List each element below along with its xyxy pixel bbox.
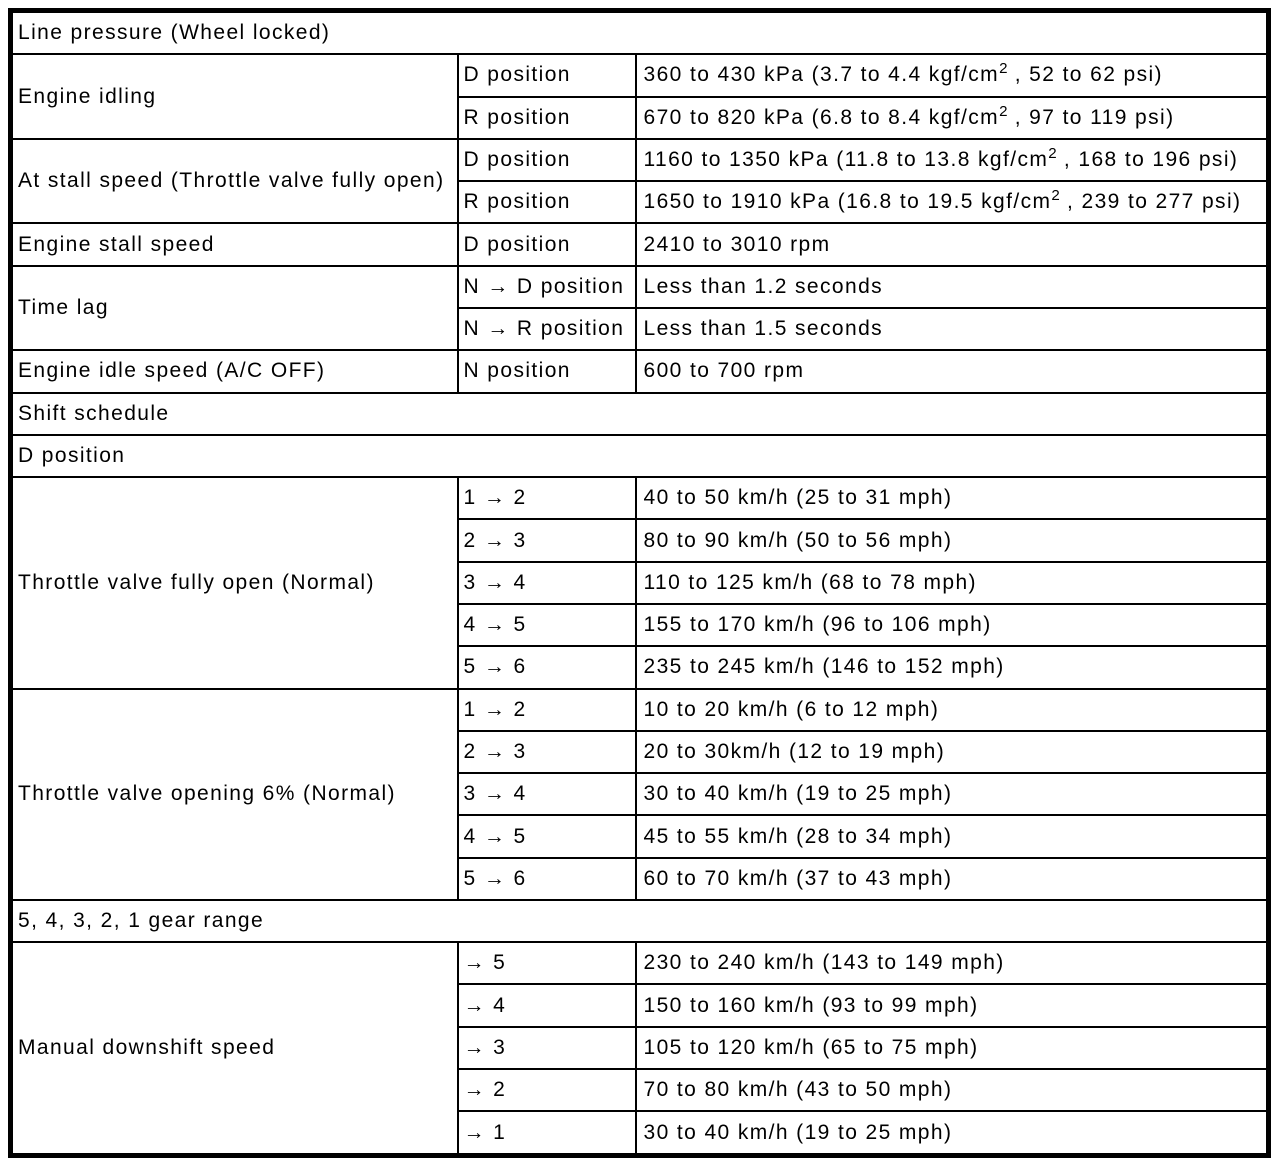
group-label-cell: At stall speed (Throttle valve fully open) <box>11 139 458 224</box>
value-cell: 2410 to 3010 rpm <box>636 223 1269 265</box>
table-row <box>11 350 1269 392</box>
condition-cell: 4 → 5 <box>458 604 636 646</box>
value-text: 1160 to 1350 kPa (11.8 to 13.8 kgf/cm <box>643 148 1049 171</box>
value-text: 360 to 430 kPa (3.7 to 4.4 kgf/cm <box>643 63 1000 87</box>
table-row <box>11 54 1269 96</box>
value-text: , 168 to 196 psi) <box>1056 148 1239 171</box>
group-label-cell: Manual downshift speed <box>11 942 458 1155</box>
value-cell: 230 to 240 km/h (143 to 149 mph) <box>636 942 1269 984</box>
value-cell <box>636 139 1269 181</box>
condition-cell: 5 → 6 <box>458 858 636 900</box>
group-label-cell: Throttle valve fully open (Normal) <box>11 477 458 688</box>
value-cell: 60 to 70 km/h (37 to 43 mph) <box>636 858 1269 900</box>
table-row <box>11 266 1269 308</box>
value-cell: 110 to 125 km/h (68 to 78 mph) <box>636 562 1269 604</box>
condition-cell: D position <box>458 54 636 96</box>
value-cell: 10 to 20 km/h (6 to 12 mph) <box>636 689 1269 731</box>
condition-cell: N → D position <box>458 266 636 308</box>
superscript-exponent: 2 <box>999 102 1008 120</box>
value-cell: 235 to 245 km/h (146 to 152 mph) <box>636 646 1269 688</box>
group-label-cell: Engine idle speed (A/C OFF) <box>11 350 458 392</box>
value-text: 1650 to 1910 kPa (16.8 to 19.5 kgf/cm <box>643 190 1052 214</box>
condition-cell: 1 → 2 <box>458 477 636 519</box>
value-cell: 40 to 50 km/h (25 to 31 mph) <box>636 477 1269 519</box>
group-label-cell: Time lag <box>11 266 458 351</box>
table-row <box>11 393 1269 435</box>
condition-cell: N → R position <box>458 308 636 350</box>
condition-cell: 3 → 4 <box>458 562 636 604</box>
condition-cell: 2 → 3 <box>458 731 636 773</box>
value-cell: 105 to 120 km/h (65 to 75 mph) <box>636 1027 1269 1069</box>
table-row <box>11 477 1269 519</box>
table-row <box>11 942 1269 984</box>
condition-cell: R position <box>458 97 636 139</box>
superscript-exponent: 2 <box>999 60 1008 78</box>
superscript-exponent: 2 <box>1048 145 1057 162</box>
value-cell: 600 to 700 rpm <box>636 350 1269 392</box>
value-text: , 52 to 62 psi) <box>1007 63 1163 87</box>
value-text: 670 to 820 kPa (6.8 to 8.4 kgf/cm <box>643 105 1000 129</box>
section-header-cell: Line pressure (Wheel locked) <box>11 11 1269 55</box>
value-cell: 30 to 40 km/h (19 to 25 mph) <box>636 773 1269 815</box>
condition-cell: R position <box>458 181 636 223</box>
condition-cell: → 1 <box>458 1111 636 1155</box>
superscript-exponent: 2 <box>1051 187 1060 205</box>
condition-cell: 5 → 6 <box>458 646 636 688</box>
group-label-cell: Throttle valve opening 6% (Normal) <box>11 689 458 900</box>
condition-cell: 1 → 2 <box>458 689 636 731</box>
condition-cell: D position <box>458 223 636 265</box>
value-cell: 20 to 30km/h (12 to 19 mph) <box>636 731 1269 773</box>
table-row <box>11 11 1269 55</box>
value-cell: Less than 1.2 seconds <box>636 266 1269 308</box>
specs-table <box>8 8 1271 1158</box>
value-cell <box>636 181 1269 223</box>
value-text: , 239 to 277 psi) <box>1059 190 1242 214</box>
table-row <box>11 223 1269 265</box>
value-cell: 155 to 170 km/h (96 to 106 mph) <box>636 604 1269 646</box>
value-cell: 150 to 160 km/h (93 to 99 mph) <box>636 984 1269 1026</box>
condition-cell: 4 → 5 <box>458 815 636 857</box>
value-text: , 97 to 119 psi) <box>1007 105 1175 129</box>
condition-cell: N position <box>458 350 636 392</box>
table-row <box>11 139 1269 181</box>
section-header-cell: Shift schedule <box>11 393 1269 435</box>
group-label-cell: Engine stall speed <box>11 223 458 265</box>
condition-cell: 3 → 4 <box>458 773 636 815</box>
group-label-cell: Engine idling <box>11 54 458 139</box>
condition-cell: → 3 <box>458 1027 636 1069</box>
value-cell: 30 to 40 km/h (19 to 25 mph) <box>636 1111 1269 1155</box>
value-cell: 45 to 55 km/h (28 to 34 mph) <box>636 815 1269 857</box>
value-cell: 70 to 80 km/h (43 to 50 mph) <box>636 1069 1269 1111</box>
section-header-cell: D position <box>11 435 1269 477</box>
table-row <box>11 435 1269 477</box>
condition-cell: D position <box>458 139 636 181</box>
section-header-cell: 5, 4, 3, 2, 1 gear range <box>11 900 1269 942</box>
condition-cell: → 4 <box>458 984 636 1026</box>
table-row <box>11 900 1269 942</box>
specs-table-body <box>11 11 1269 1156</box>
condition-cell: → 2 <box>458 1069 636 1111</box>
table-row <box>11 689 1269 731</box>
condition-cell: → 5 <box>458 942 636 984</box>
value-cell <box>636 54 1269 96</box>
value-cell: Less than 1.5 seconds <box>636 308 1269 350</box>
condition-cell: 2 → 3 <box>458 519 636 561</box>
value-cell <box>636 97 1269 139</box>
value-cell: 80 to 90 km/h (50 to 56 mph) <box>636 519 1269 561</box>
